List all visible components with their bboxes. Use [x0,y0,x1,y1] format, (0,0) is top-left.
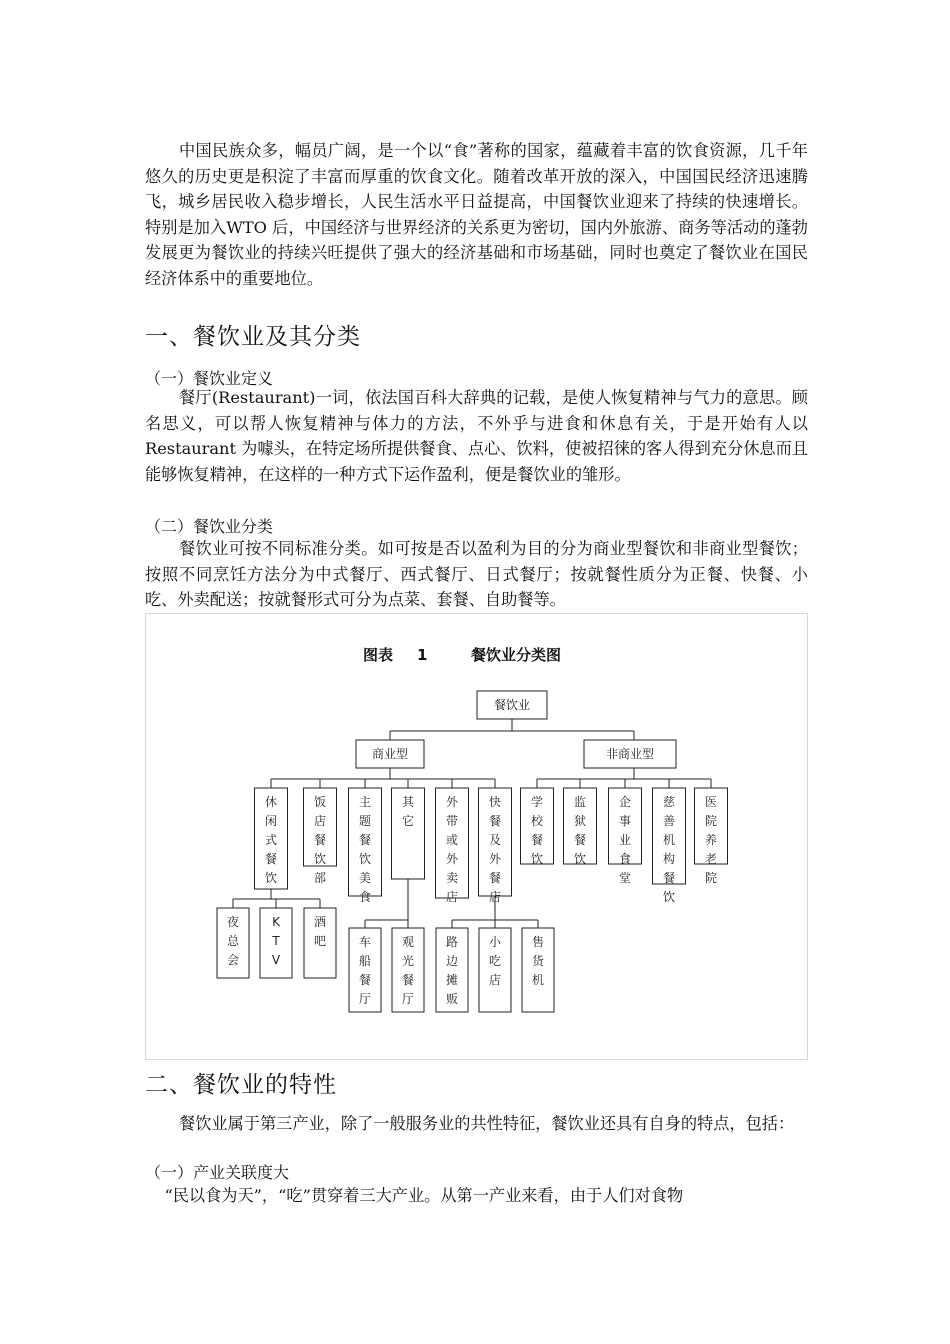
node-noncommercial-0 [521,788,554,866]
node-leisure-2-label: 酒吧 [313,915,327,948]
node-fastfood-1 [479,928,511,1012]
section1-sub2: （二）餐饮业分类 [145,517,274,536]
figure-title-label: 图表 [363,646,394,664]
section2-sub1: （一）产业关联度大 [145,1163,290,1182]
node-commercial-3-label: 其它 [401,795,415,828]
node-commercial-1-label: 饭店餐饮部 [313,795,327,885]
node-other-1-label: 观光餐厅 [401,935,415,1006]
node-noncommercial-2 [609,788,642,885]
section1-sub1: （一）餐饮业定义 [145,369,274,388]
node-root [477,691,547,719]
node-noncommercial-0-label: 学校餐饮 [530,795,544,866]
node-fastfood-2 [522,928,554,1012]
node-commercial-5 [479,788,512,904]
node-noncommercial-label: 非商业型 [605,747,655,761]
node-noncommercial [584,740,676,768]
node-commercial-5-label: 快餐及外餐店 [488,795,502,904]
classification-paragraph: 餐饮业可按不同标准分类。如可按是否以盈利为目的分为商业型餐饮和非商业型餐饮；按照不同烹饪方法分为中式餐厅、西式餐厅、日式餐厅；按就餐性质分为正餐、快餐、小吃、外卖配送；按就餐形式可分为点菜、套餐、自助餐等。 [145,539,808,610]
node-leisure-1-label: K T V [271,915,281,967]
intro-paragraph: 中国民族众多，幅员广阔，是一个以“食”著称的国家，蕴藏着丰富的饮食资源，几千年悠久的历史更是积淀了丰富而厚重的饮食文化。随着改革开放的深入，中国国民经济迅速腾飞，城乡居民收入稳步增长，人民生活水平日益提高，中国餐饮业迎来了持续的快速增长。特别是加入WTO 后，中国经济与世界经济的关系更为密切，国内外旅游、商务等活动的蓬勃发展更为餐饮业的持续兴旺提供了强大的经济基础和市场基础，同时也奠定了餐饮业在国民经济体系中的重要地位。 [145,141,808,288]
section1-heading: 一、餐饮业及其分类 [145,324,361,350]
node-commercial-0-label: 休闲式餐饮 [264,795,278,885]
node-root-label: 餐饮业 [493,698,531,712]
node-fastfood-1-label: 小吃店 [488,935,502,987]
node-fastfood-0 [436,928,468,1012]
node-noncommercial-2-label: 企事业食堂 [618,795,632,885]
node-other-0 [349,928,381,1012]
node-noncommercial-4-label: 医院养老院 [704,795,718,885]
section2-paragraph-2: “民以食为天”，“吃”贯穿着三大产业。从第一产业来看，由于人们对食物 [164,1186,684,1205]
node-commercial-4 [436,788,469,904]
node-noncommercial-3-label: 慈善机构餐饮 [662,795,676,904]
figure-title-number: 1 [417,646,428,664]
node-leisure-0-label: 夜总会 [226,915,240,967]
node-other-0-label: 车船餐厅 [358,935,372,1006]
figure-title-text: 餐饮业分类图 [471,646,562,664]
node-fastfood-2-label: 售货机 [531,935,545,987]
node-commercial-2-label: 主题餐饮美食 [358,795,372,904]
classification-figure [145,613,808,1060]
definition-paragraph: 餐厅(Restaurant)一词，依法国百科大辞典的记载，是使人恢复精神与气力的意思。顾名思义，可以帮人恢复精神与体力的方法，不外乎与进食和休息有关，于是开始有人以Restaurant 为噱头，在特定场所提供餐食、点心、饮料，使被招徕的客人得到充分休息而且能够恢复精神，在这样的一种方式下运作盈利，便是餐饮业的雏形。 [145,388,808,484]
node-commercial-1 [304,788,337,885]
node-leisure-1 [260,908,292,978]
node-fastfood-0-label: 路边摊贩 [445,935,459,1006]
node-noncommercial-1-label: 监狱餐饮 [573,795,587,866]
section2-heading: 二、餐饮业的特性 [145,1072,337,1098]
node-commercial-4-label: 外带或外卖店 [445,795,459,904]
node-noncommercial-4 [695,788,728,885]
node-noncommercial-1 [564,788,597,866]
node-commercial-label: 商业型 [371,747,409,761]
node-noncommercial-3 [653,788,686,904]
node-commercial-0 [255,788,288,889]
node-commercial [356,740,424,768]
classification-diagram [146,614,809,1061]
node-leisure-2 [304,908,336,978]
node-other-1 [392,928,424,1012]
node-leisure-0 [217,908,249,978]
node-commercial-2 [349,788,382,904]
section2-paragraph: 餐饮业属于第三产业，除了一般服务业的共性特征，餐饮业还具有自身的特点，包括： [179,1114,795,1133]
node-commercial-3 [392,788,425,879]
